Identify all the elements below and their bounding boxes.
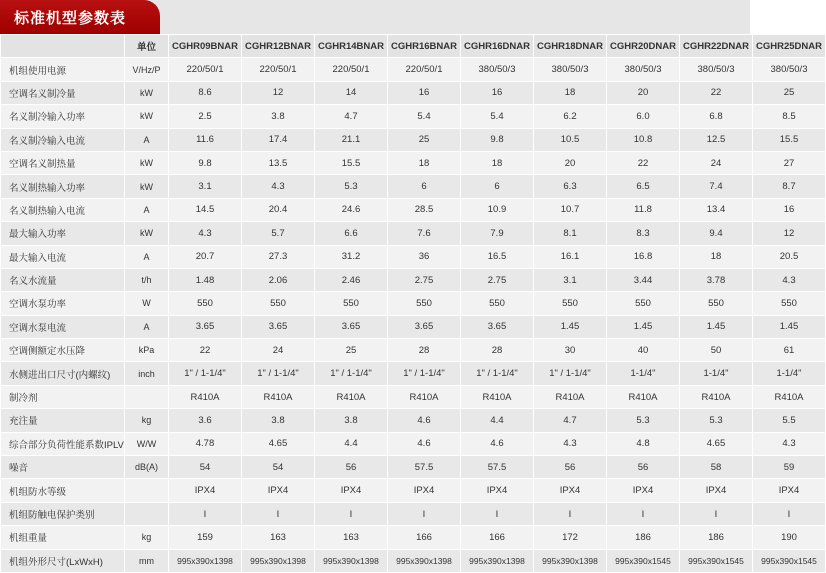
table-row <box>1 526 826 549</box>
row-unit: kg <box>125 526 169 549</box>
row-value: I <box>388 502 461 525</box>
row-value: 28 <box>461 339 534 362</box>
row-value: 2.75 <box>461 268 534 291</box>
row-value: 4.6 <box>388 432 461 455</box>
row-value: 4.3 <box>169 222 242 245</box>
row-value: 10.5 <box>534 128 607 151</box>
row-value: 190 <box>753 526 826 549</box>
row-value: 56 <box>315 456 388 479</box>
row-value: 1-1/4" <box>607 362 680 385</box>
row-value: 172 <box>534 526 607 549</box>
row-unit: mm <box>125 549 169 572</box>
row-value: IPX4 <box>388 479 461 502</box>
row-value: 186 <box>680 526 753 549</box>
row-value: 9.8 <box>169 151 242 174</box>
row-value: 6.0 <box>607 105 680 128</box>
row-value: 8.6 <box>169 81 242 104</box>
row-value: 10.8 <box>607 128 680 151</box>
row-value: 1.45 <box>607 315 680 338</box>
header-cell-unit: 单位 <box>125 35 169 58</box>
row-label: 空调水泵电流 <box>1 315 125 338</box>
row-value: IPX4 <box>680 479 753 502</box>
row-label: 制冷剂 <box>1 385 125 408</box>
row-unit: kW <box>125 222 169 245</box>
row-label: 机组防触电保护类别 <box>1 502 125 525</box>
row-value: 1.45 <box>680 315 753 338</box>
row-value: R410A <box>607 385 680 408</box>
table-row <box>1 175 826 198</box>
row-value: 20 <box>607 81 680 104</box>
row-value: 11.8 <box>607 198 680 221</box>
table-row <box>1 362 826 385</box>
row-value: 16 <box>753 198 826 221</box>
row-value: 36 <box>388 245 461 268</box>
table-row <box>1 222 826 245</box>
row-value: 16.1 <box>534 245 607 268</box>
row-value: 15.5 <box>753 128 826 151</box>
row-label: 空调名义制热量 <box>1 151 125 174</box>
header-cell-model: CGHR22DNAR <box>680 35 753 58</box>
row-value: 995x390x1398 <box>169 549 242 572</box>
row-value: 163 <box>242 526 315 549</box>
row-value: 13.4 <box>680 198 753 221</box>
row-value: 3.65 <box>169 315 242 338</box>
row-label: 名义制冷输入电流 <box>1 128 125 151</box>
row-label: 名义制冷输入功率 <box>1 105 125 128</box>
row-value: 8.5 <box>753 105 826 128</box>
header-cell-model: CGHR20DNAR <box>607 35 680 58</box>
row-value: 27.3 <box>242 245 315 268</box>
row-value: IPX4 <box>753 479 826 502</box>
row-value: 3.6 <box>169 409 242 432</box>
row-value: IPX4 <box>315 479 388 502</box>
row-value: R410A <box>388 385 461 408</box>
row-value: IPX4 <box>169 479 242 502</box>
row-value: R410A <box>315 385 388 408</box>
row-value: 550 <box>242 292 315 315</box>
row-value: 3.8 <box>242 105 315 128</box>
row-value: 166 <box>388 526 461 549</box>
row-value: 25 <box>753 81 826 104</box>
row-value: 6 <box>461 175 534 198</box>
row-value: 24 <box>680 151 753 174</box>
row-value: I <box>753 502 826 525</box>
row-label: 机组外形尺寸(LxWxH) <box>1 549 125 572</box>
row-value: 550 <box>680 292 753 315</box>
row-value: 6.8 <box>680 105 753 128</box>
row-value: 1.48 <box>169 268 242 291</box>
row-value: 6.5 <box>607 175 680 198</box>
row-unit: kPa <box>125 339 169 362</box>
table-row <box>1 292 826 315</box>
row-value: 3.1 <box>169 175 242 198</box>
row-value: 995x390x1398 <box>461 549 534 572</box>
row-value: 21.1 <box>315 128 388 151</box>
row-value: 1-1/4" <box>680 362 753 385</box>
row-value: R410A <box>169 385 242 408</box>
table-row <box>1 456 826 479</box>
row-value: 59 <box>753 456 826 479</box>
row-value: 10.7 <box>534 198 607 221</box>
row-value: 56 <box>607 456 680 479</box>
row-value: 57.5 <box>461 456 534 479</box>
row-value: 1" / 1-1/4" <box>242 362 315 385</box>
row-label: 充注量 <box>1 409 125 432</box>
table-row <box>1 81 826 104</box>
row-value: 550 <box>388 292 461 315</box>
row-label: 空调水泵功率 <box>1 292 125 315</box>
row-value: 12.5 <box>680 128 753 151</box>
header-cell-model: CGHR14BNAR <box>315 35 388 58</box>
row-value: 17.4 <box>242 128 315 151</box>
table-row <box>1 268 826 291</box>
row-unit: dB(A) <box>125 456 169 479</box>
row-value: 220/50/1 <box>169 58 242 81</box>
header-cell-model: CGHR16BNAR <box>388 35 461 58</box>
row-value: 28.5 <box>388 198 461 221</box>
table-row <box>1 128 826 151</box>
row-value: 9.8 <box>461 128 534 151</box>
row-value: 24 <box>242 339 315 362</box>
row-label: 机组防水等级 <box>1 479 125 502</box>
row-value: 995x390x1545 <box>680 549 753 572</box>
row-label: 机组使用电源 <box>1 58 125 81</box>
row-value: 6 <box>388 175 461 198</box>
row-value: 380/50/3 <box>753 58 826 81</box>
row-value: 3.65 <box>242 315 315 338</box>
row-unit: inch <box>125 362 169 385</box>
row-value: 6.3 <box>534 175 607 198</box>
row-value: 550 <box>461 292 534 315</box>
row-value: 18 <box>534 81 607 104</box>
row-value: 28 <box>388 339 461 362</box>
row-value: 14 <box>315 81 388 104</box>
row-unit: W <box>125 292 169 315</box>
row-value: I <box>169 502 242 525</box>
row-value: 3.65 <box>461 315 534 338</box>
table-header-row <box>1 35 826 58</box>
row-unit: kW <box>125 81 169 104</box>
row-unit: kW <box>125 105 169 128</box>
row-value: 56 <box>534 456 607 479</box>
row-value: 58 <box>680 456 753 479</box>
table-row <box>1 198 826 221</box>
row-label: 空调侧额定水压降 <box>1 339 125 362</box>
row-value: R410A <box>753 385 826 408</box>
row-value: 5.3 <box>607 409 680 432</box>
row-value: 1.45 <box>534 315 607 338</box>
row-unit: V/Hz/P <box>125 58 169 81</box>
row-value: 2.46 <box>315 268 388 291</box>
row-value: 1" / 1-1/4" <box>169 362 242 385</box>
row-value: 4.65 <box>242 432 315 455</box>
row-value: 5.4 <box>461 105 534 128</box>
row-value: IPX4 <box>534 479 607 502</box>
row-value: 40 <box>607 339 680 362</box>
header-cell-model: CGHR18DNAR <box>534 35 607 58</box>
row-value: 1" / 1-1/4" <box>388 362 461 385</box>
table-row <box>1 502 826 525</box>
row-value: 2.06 <box>242 268 315 291</box>
row-value: 11.6 <box>169 128 242 151</box>
row-unit: W/W <box>125 432 169 455</box>
row-value: 550 <box>753 292 826 315</box>
row-value: 550 <box>607 292 680 315</box>
row-label: 名义水流量 <box>1 268 125 291</box>
table-body <box>1 58 826 573</box>
row-value: 550 <box>315 292 388 315</box>
row-value: 16.8 <box>607 245 680 268</box>
row-value: 3.65 <box>388 315 461 338</box>
row-unit: kW <box>125 175 169 198</box>
row-value: 995x390x1398 <box>534 549 607 572</box>
row-value: 4.6 <box>461 432 534 455</box>
row-value: 1-1/4" <box>753 362 826 385</box>
row-value: 8.3 <box>607 222 680 245</box>
row-label: 综合部分负荷性能系数IPLV <box>1 432 125 455</box>
header-cell-model: CGHR25DNAR <box>753 35 826 58</box>
row-value: 5.5 <box>753 409 826 432</box>
row-value: 7.9 <box>461 222 534 245</box>
row-label: 水侧进出口尺寸(内螺纹) <box>1 362 125 385</box>
row-value: 186 <box>607 526 680 549</box>
row-value: 4.8 <box>607 432 680 455</box>
header-cell-model: CGHR12BNAR <box>242 35 315 58</box>
row-value: I <box>242 502 315 525</box>
row-value: 12 <box>242 81 315 104</box>
header-banner <box>0 0 750 34</box>
table-row <box>1 409 826 432</box>
row-value: 220/50/1 <box>315 58 388 81</box>
table-row <box>1 432 826 455</box>
row-value: IPX4 <box>607 479 680 502</box>
row-value: 3.65 <box>315 315 388 338</box>
row-value: 5.7 <box>242 222 315 245</box>
row-value: 7.4 <box>680 175 753 198</box>
table-row <box>1 245 826 268</box>
row-value: 220/50/1 <box>242 58 315 81</box>
row-value: 22 <box>169 339 242 362</box>
row-value: 220/50/1 <box>388 58 461 81</box>
row-label: 名义制热输入电流 <box>1 198 125 221</box>
row-label: 最大输入电流 <box>1 245 125 268</box>
row-value: 995x390x1398 <box>388 549 461 572</box>
row-value: 4.6 <box>388 409 461 432</box>
spec-table <box>0 34 826 573</box>
header-cell-model: CGHR16DNAR <box>461 35 534 58</box>
row-value: 4.78 <box>169 432 242 455</box>
row-value: 995x390x1398 <box>315 549 388 572</box>
row-value: 380/50/3 <box>461 58 534 81</box>
row-value: 995x390x1545 <box>753 549 826 572</box>
row-value: 5.3 <box>680 409 753 432</box>
row-value: 16 <box>388 81 461 104</box>
row-value: 8.1 <box>534 222 607 245</box>
row-value: 18 <box>388 151 461 174</box>
table-row <box>1 105 826 128</box>
row-value: R410A <box>242 385 315 408</box>
row-value: R410A <box>680 385 753 408</box>
row-value: 4.3 <box>534 432 607 455</box>
row-value: I <box>607 502 680 525</box>
row-value: 16 <box>461 81 534 104</box>
row-value: 4.7 <box>534 409 607 432</box>
row-value: 18 <box>680 245 753 268</box>
row-value: 61 <box>753 339 826 362</box>
row-label: 最大输入功率 <box>1 222 125 245</box>
table-row <box>1 339 826 362</box>
row-value: 4.3 <box>753 432 826 455</box>
row-value: 50 <box>680 339 753 362</box>
table-row <box>1 479 826 502</box>
row-value: 57.5 <box>388 456 461 479</box>
row-value: 163 <box>315 526 388 549</box>
row-unit: A <box>125 315 169 338</box>
row-value: 380/50/3 <box>680 58 753 81</box>
row-value: 4.4 <box>315 432 388 455</box>
row-value: 1" / 1-1/4" <box>461 362 534 385</box>
row-value: 15.5 <box>315 151 388 174</box>
row-value: 20.4 <box>242 198 315 221</box>
row-value: 2.5 <box>169 105 242 128</box>
row-value: 30 <box>534 339 607 362</box>
header-cell-model: CGHR09BNAR <box>169 35 242 58</box>
row-value: 4.4 <box>461 409 534 432</box>
row-value: 995x390x1398 <box>242 549 315 572</box>
row-value: 25 <box>388 128 461 151</box>
row-value: 4.65 <box>680 432 753 455</box>
table-row <box>1 58 826 81</box>
row-value: 10.9 <box>461 198 534 221</box>
row-value: I <box>461 502 534 525</box>
row-unit <box>125 479 169 502</box>
row-value: 9.4 <box>680 222 753 245</box>
row-value: 1" / 1-1/4" <box>534 362 607 385</box>
header-cell-name <box>1 35 125 58</box>
table-row <box>1 385 826 408</box>
row-value: 18 <box>461 151 534 174</box>
row-value: 166 <box>461 526 534 549</box>
row-unit: A <box>125 198 169 221</box>
row-unit: t/h <box>125 268 169 291</box>
row-value: 5.4 <box>388 105 461 128</box>
row-value: 25 <box>315 339 388 362</box>
row-value: 159 <box>169 526 242 549</box>
row-value: 550 <box>169 292 242 315</box>
row-value: 20.7 <box>169 245 242 268</box>
row-value: 1.45 <box>753 315 826 338</box>
row-value: 13.5 <box>242 151 315 174</box>
row-label: 名义制热输入功率 <box>1 175 125 198</box>
row-value: 4.3 <box>753 268 826 291</box>
row-value: 5.3 <box>315 175 388 198</box>
row-value: 7.6 <box>388 222 461 245</box>
table-row <box>1 549 826 572</box>
row-value: 550 <box>534 292 607 315</box>
row-value: 14.5 <box>169 198 242 221</box>
row-value: 380/50/3 <box>534 58 607 81</box>
row-unit: A <box>125 245 169 268</box>
row-value: R410A <box>534 385 607 408</box>
row-value: 3.8 <box>315 409 388 432</box>
row-value: 6.6 <box>315 222 388 245</box>
row-value: 2.75 <box>388 268 461 291</box>
row-value: 8.7 <box>753 175 826 198</box>
page-title: 标准机型参数表 <box>0 0 160 34</box>
row-label: 机组重量 <box>1 526 125 549</box>
row-value: IPX4 <box>242 479 315 502</box>
row-unit: kW <box>125 151 169 174</box>
row-value: 20 <box>534 151 607 174</box>
row-value: 4.7 <box>315 105 388 128</box>
row-value: IPX4 <box>461 479 534 502</box>
row-value: 4.3 <box>242 175 315 198</box>
row-value: I <box>534 502 607 525</box>
row-value: I <box>315 502 388 525</box>
row-value: 6.2 <box>534 105 607 128</box>
row-value: 380/50/3 <box>607 58 680 81</box>
row-value: 3.1 <box>534 268 607 291</box>
row-value: 995x390x1545 <box>607 549 680 572</box>
row-value: R410A <box>461 385 534 408</box>
row-unit: kg <box>125 409 169 432</box>
row-label: 空调名义制冷量 <box>1 81 125 104</box>
row-value: 16.5 <box>461 245 534 268</box>
row-value: 54 <box>169 456 242 479</box>
row-value: 3.44 <box>607 268 680 291</box>
row-value: 22 <box>607 151 680 174</box>
table-row <box>1 315 826 338</box>
row-unit <box>125 502 169 525</box>
row-value: I <box>680 502 753 525</box>
row-value: 12 <box>753 222 826 245</box>
row-value: 3.8 <box>242 409 315 432</box>
row-unit: A <box>125 128 169 151</box>
row-label: 噪音 <box>1 456 125 479</box>
row-value: 1" / 1-1/4" <box>315 362 388 385</box>
row-value: 22 <box>680 81 753 104</box>
row-value: 3.78 <box>680 268 753 291</box>
row-value: 24.6 <box>315 198 388 221</box>
row-value: 54 <box>242 456 315 479</box>
row-value: 27 <box>753 151 826 174</box>
row-value: 20.5 <box>753 245 826 268</box>
table-row <box>1 151 826 174</box>
row-value: 31.2 <box>315 245 388 268</box>
row-unit <box>125 385 169 408</box>
